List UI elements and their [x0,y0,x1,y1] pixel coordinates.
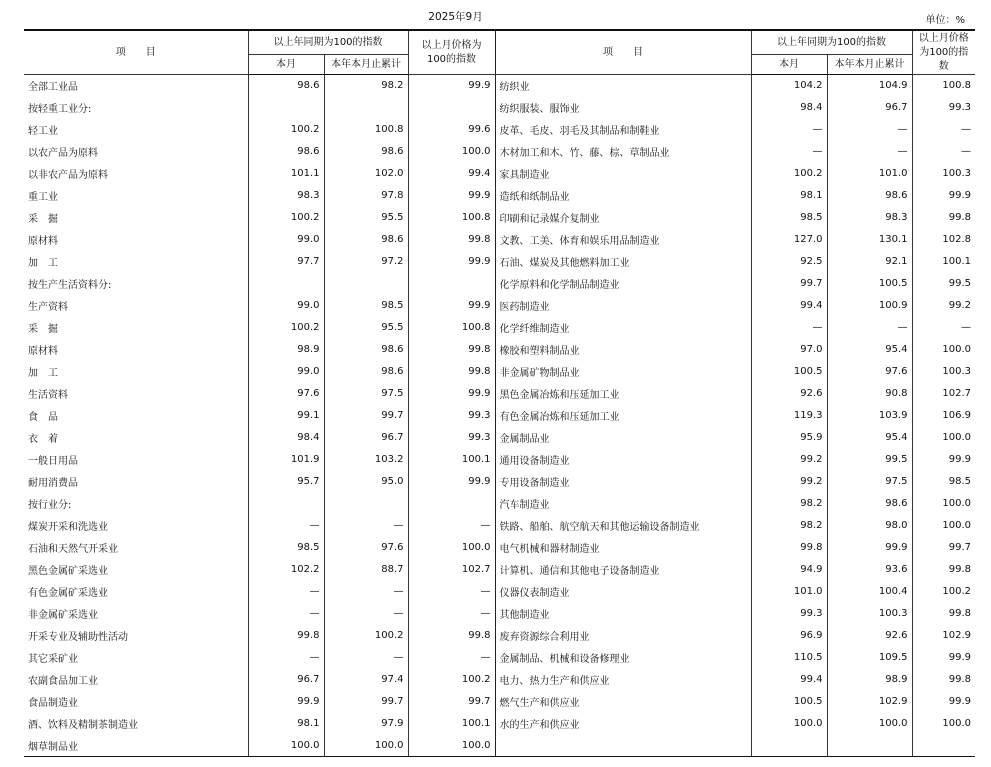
left-ytd-value: 88.7 [324,559,408,581]
table-row [24,559,975,581]
left-ytd-value: 97.8 [324,185,408,207]
right-current-month-value: 127.0 [751,229,827,251]
right-ytd-value: 130.1 [827,229,912,251]
right-prev-month-value: 99.5 [948,278,971,289]
left-prev-month-value: 99.9 [408,75,495,97]
left-current-month-value: 100.2 [248,207,324,229]
left-prev-month-value: 99.3 [408,405,495,427]
left-current-month-value: 97.7 [248,251,324,273]
left-prev-month-value: 99.9 [408,295,495,317]
right-item-label: 黑色金属冶炼和压延加工业 [495,383,751,405]
right-item-label: 其他制造业 [495,603,751,625]
right-current-month-value: 99.4 [751,295,827,317]
left-ytd-value: 98.5 [324,295,408,317]
left-current-month-value: — [248,647,324,669]
ytd-header-right: 本年本月止累计 [827,55,912,75]
left-ytd-value: 95.5 [324,207,408,229]
table-row [24,339,975,361]
table-row [24,361,975,383]
left-item-label: 非金属矿采选业 [24,603,248,625]
left-prev-month-value: 99.4 [408,163,495,185]
left-current-month-value: 99.0 [248,229,324,251]
left-current-month-value [248,273,324,295]
right-item-label: 水的生产和供应业 [495,713,751,735]
left-current-month-value: 101.9 [248,449,324,471]
right-item-label: 非金属矿物制品业 [495,361,751,383]
right-ytd-value: 93.6 [827,559,912,581]
left-ytd-value [324,97,408,119]
table-body [24,75,975,757]
right-prev-month-value: 99.2 [948,300,971,311]
left-current-month-value: 98.3 [248,185,324,207]
left-current-month-value: — [248,515,324,537]
left-ytd-value: 103.2 [324,449,408,471]
left-item-label: 其它采矿业 [24,647,248,669]
left-item-label: 以非农产品为原料 [24,163,248,185]
right-item-label: 化学原料和化学制品制造业 [495,273,751,295]
right-prev-month-value: 100.0 [942,344,971,355]
left-current-month-value: 98.6 [248,141,324,163]
right-current-month-value: 99.3 [751,603,827,625]
right-ytd-value: 92.1 [827,251,912,273]
left-item-label: 采 掘 [24,317,248,339]
left-current-month-value: 99.1 [248,405,324,427]
right-ytd-value: 101.0 [827,163,912,185]
table-row [24,449,975,471]
right-item-label [495,735,751,757]
right-ytd-value: 98.6 [827,185,912,207]
right-item-label: 电气机械和器材制造业 [495,537,751,559]
left-prev-month-value: 99.8 [408,339,495,361]
right-ytd-value: 98.3 [827,207,912,229]
right-prev-month-value: 99.8 [948,564,971,575]
right-current-month-value: — [751,141,827,163]
right-item-label: 木材加工和木、竹、藤、棕、草制品业 [495,141,751,163]
right-ytd-value: 100.9 [827,295,912,317]
right-item-label: 纺织服装、服饰业 [495,97,751,119]
left-current-month-value: 99.8 [248,625,324,647]
current-month-header-left: 本月 [248,55,324,75]
table-row [24,273,975,295]
right-current-month-value: 92.5 [751,251,827,273]
right-prev-month-value: 99.9 [948,454,971,465]
right-ytd-value: 98.9 [827,669,912,691]
right-current-month-value: 98.4 [751,97,827,119]
left-prev-month-value: 99.8 [408,625,495,647]
right-prev-month-value: 100.0 [942,520,971,531]
right-item-label: 专用设备制造业 [495,471,751,493]
right-current-month-value: 98.1 [751,185,827,207]
left-prev-month-value: 100.0 [408,141,495,163]
right-item-label: 皮革、毛皮、羽毛及其制品和制鞋业 [495,119,751,141]
right-prev-month-value: 106.9 [942,410,971,421]
left-item-label: 食品制造业 [24,691,248,713]
left-current-month-value: 97.6 [248,383,324,405]
table-row [24,581,975,603]
right-ytd-value: 95.4 [827,427,912,449]
right-current-month-value: 100.5 [751,691,827,713]
right-current-month-value: 99.2 [751,449,827,471]
right-current-month-value: 94.9 [751,559,827,581]
right-item-label: 橡胶和塑料制品业 [495,339,751,361]
left-current-month-value: 95.7 [248,471,324,493]
right-prev-month-value: 100.1 [942,256,971,267]
table-row [24,317,975,339]
left-current-month-value: 99.9 [248,691,324,713]
left-ytd-value: 97.2 [324,251,408,273]
right-ytd-value: 90.8 [827,383,912,405]
right-item-label: 铁路、船舶、航空航天和其他运输设备制造业 [495,515,751,537]
left-current-month-value: 98.6 [248,75,324,97]
right-prev-month-value: 100.0 [942,432,971,443]
left-prev-month-value: 100.8 [408,207,495,229]
right-current-month-value: 119.3 [751,405,827,427]
left-item-label: 按轻重工业分: [24,97,248,119]
right-ytd-value [827,735,912,757]
right-ytd-value: 103.9 [827,405,912,427]
left-current-month-value: 100.0 [248,735,324,757]
prev-month-header-left: 以上月价格为100的指数 [408,30,495,75]
right-ytd-value: 95.4 [827,339,912,361]
left-item-label: 轻工业 [24,119,248,141]
right-ytd-value: 98.0 [827,515,912,537]
left-current-month-value: 99.0 [248,295,324,317]
table-row [24,163,975,185]
right-ytd-value: 99.5 [827,449,912,471]
left-ytd-value: — [324,603,408,625]
left-prev-month-value: 99.8 [408,229,495,251]
left-current-month-value: — [248,581,324,603]
right-current-month-value: 100.5 [751,361,827,383]
left-ytd-value: 99.7 [324,691,408,713]
table-row [24,427,975,449]
table-row [24,141,975,163]
left-ytd-value: 97.4 [324,669,408,691]
left-item-label: 黑色金属矿采选业 [24,559,248,581]
right-current-month-value: 99.4 [751,669,827,691]
left-prev-month-value [408,97,495,119]
right-item-label: 医药制造业 [495,295,751,317]
table-row [24,185,975,207]
right-ytd-value: 96.7 [827,97,912,119]
left-ytd-value [324,493,408,515]
table-row [24,295,975,317]
table-row [24,669,975,691]
right-prev-month-value: 100.0 [942,498,971,509]
left-current-month-value: 102.2 [248,559,324,581]
right-prev-month-value: 99.8 [948,608,971,619]
left-current-month-value: 101.1 [248,163,324,185]
left-ytd-value: 96.7 [324,427,408,449]
left-prev-month-value: 99.7 [408,691,495,713]
right-ytd-value: 102.9 [827,691,912,713]
left-item-label: 煤炭开采和洗选业 [24,515,248,537]
left-item-label: 加 工 [24,251,248,273]
right-ytd-value: 100.0 [827,713,912,735]
right-current-month-value: 96.9 [751,625,827,647]
left-prev-month-value: — [408,515,495,537]
unit-label: 单位：% [925,15,965,26]
table-row [24,75,975,97]
left-prev-month-value: 99.9 [408,185,495,207]
table-row [24,713,975,735]
right-ytd-value: 97.6 [827,361,912,383]
right-ytd-value: 92.6 [827,625,912,647]
table-row [24,647,975,669]
table-row [24,515,975,537]
right-item-label: 纺织业 [495,75,751,97]
right-item-label: 通用设备制造业 [495,449,751,471]
left-ytd-value: 99.7 [324,405,408,427]
left-ytd-value: — [324,647,408,669]
table-row [24,405,975,427]
right-prev-month-value: 99.9 [948,190,971,201]
right-item-label: 石油、煤炭及其他燃料加工业 [495,251,751,273]
left-prev-month-value: 100.1 [408,713,495,735]
right-ytd-value: 100.4 [827,581,912,603]
left-ytd-value: 97.6 [324,537,408,559]
left-current-month-value: 96.7 [248,669,324,691]
table-row [24,735,975,757]
left-current-month-value: 100.2 [248,119,324,141]
right-item-label: 仪器仪表制造业 [495,581,751,603]
left-item-label: 原材料 [24,229,248,251]
right-item-label: 电力、热力生产和供应业 [495,669,751,691]
left-ytd-value: 98.6 [324,339,408,361]
right-prev-month-value: 98.5 [948,476,971,487]
right-ytd-value: 97.5 [827,471,912,493]
table-row [24,493,975,515]
ytd-header-left: 本年本月止累计 [324,55,408,75]
left-item-label: 酒、饮料及精制茶制造业 [24,713,248,735]
left-ytd-value [324,273,408,295]
price-index-table [24,29,975,757]
left-item-label: 全部工业品 [24,75,248,97]
left-ytd-value: 100.0 [324,735,408,757]
right-current-month-value: 98.2 [751,493,827,515]
left-ytd-value: — [324,515,408,537]
table-row [24,383,975,405]
right-prev-month-value: 99.9 [948,696,971,707]
right-ytd-value: — [827,141,912,163]
right-current-month-value: 99.8 [751,537,827,559]
right-current-month-value: 110.5 [751,647,827,669]
table-row [24,537,975,559]
right-prev-month-value [912,735,975,757]
right-current-month-value: 97.0 [751,339,827,361]
right-current-month-value: 99.7 [751,273,827,295]
right-item-label: 汽车制造业 [495,493,751,515]
left-item-label: 耐用消费品 [24,471,248,493]
prev-month-header-right: 以上月价格为100的指数 [912,30,975,75]
table-row [24,625,975,647]
right-current-month-value: 99.2 [751,471,827,493]
left-ytd-value: 97.5 [324,383,408,405]
right-ytd-value: 99.9 [827,537,912,559]
right-item-label: 燃气生产和供应业 [495,691,751,713]
right-current-month-value: 95.9 [751,427,827,449]
left-item-label: 按生产生活资料分: [24,273,248,295]
right-current-month-value: 98.2 [751,515,827,537]
left-current-month-value: 99.0 [248,361,324,383]
left-item-label: 石油和天然气开采业 [24,537,248,559]
right-item-label: 有色金属冶炼和压延加工业 [495,405,751,427]
left-ytd-value: 98.2 [324,75,408,97]
right-prev-month-value: 102.9 [942,630,971,641]
right-current-month-value: 101.0 [751,581,827,603]
right-item-label: 家具制造业 [495,163,751,185]
item-header-left: 项 目 [24,30,248,75]
left-item-label: 采 掘 [24,207,248,229]
table-row [24,251,975,273]
left-current-month-value: 100.2 [248,317,324,339]
left-prev-month-value [408,493,495,515]
left-current-month-value: 98.4 [248,427,324,449]
left-item-label: 生活资料 [24,383,248,405]
right-current-month-value: — [751,317,827,339]
left-prev-month-value: 100.8 [408,317,495,339]
left-ytd-value: 98.6 [324,361,408,383]
left-ytd-value: 98.6 [324,141,408,163]
right-prev-month-value: 100.8 [942,80,971,92]
right-ytd-value: 100.3 [827,603,912,625]
right-prev-month-value: 99.9 [948,652,971,663]
table-row [24,97,975,119]
left-prev-month-value: 99.6 [408,119,495,141]
right-prev-month-value: — [961,322,971,333]
right-item-label: 文教、工美、体育和娱乐用品制造业 [495,229,751,251]
report-period: 2025年9月 [428,11,483,23]
left-ytd-value: 98.6 [324,229,408,251]
left-prev-month-value [408,273,495,295]
left-item-label: 按行业分: [24,493,248,515]
right-prev-month-value: 99.7 [948,542,971,553]
left-current-month-value: 98.9 [248,339,324,361]
right-item-label: 废弃资源综合利用业 [495,625,751,647]
left-prev-month-value: 100.2 [408,669,495,691]
table-row [24,603,975,625]
right-current-month-value: 100.0 [751,713,827,735]
left-prev-month-value: 100.0 [408,735,495,757]
right-prev-month-value: 99.8 [948,212,971,223]
left-prev-month-value: 100.0 [408,537,495,559]
right-current-month-value: — [751,119,827,141]
left-item-label: 烟草制品业 [24,735,248,757]
right-ytd-value: 100.5 [827,273,912,295]
left-ytd-value: 102.0 [324,163,408,185]
table-row [24,119,975,141]
left-item-label: 开采专业及辅助性活动 [24,625,248,647]
left-prev-month-value: — [408,603,495,625]
right-item-label: 计算机、通信和其他电子设备制造业 [495,559,751,581]
right-current-month-value [751,735,827,757]
right-ytd-value: — [827,317,912,339]
left-prev-month-value: 99.8 [408,361,495,383]
left-prev-month-value: — [408,581,495,603]
left-prev-month-value: 99.3 [408,427,495,449]
left-prev-month-value: 99.9 [408,383,495,405]
left-prev-month-value: — [408,647,495,669]
right-prev-month-value: 99.8 [948,674,971,685]
same-period-header-right: 以上年同期为100的指数 [751,30,912,55]
left-ytd-value: 100.2 [324,625,408,647]
right-prev-month-value: 99.3 [948,102,971,113]
left-prev-month-value: 102.7 [408,559,495,581]
right-prev-month-value: — [961,124,971,135]
table-row [24,207,975,229]
left-ytd-value: 100.8 [324,119,408,141]
right-item-label: 化学纤维制造业 [495,317,751,339]
left-prev-month-value: 99.9 [408,251,495,273]
right-prev-month-value: 100.3 [942,168,971,179]
right-prev-month-value: 100.2 [942,586,971,597]
left-ytd-value: — [324,581,408,603]
right-item-label: 造纸和纸制品业 [495,185,751,207]
item-header-right: 项 目 [495,30,751,75]
right-current-month-value: 100.2 [751,163,827,185]
left-ytd-value: 97.9 [324,713,408,735]
right-current-month-value: 104.2 [751,75,827,97]
left-prev-month-value: 99.9 [408,471,495,493]
right-prev-month-value: 100.0 [942,718,971,729]
table-row [24,229,975,251]
right-prev-month-value: — [961,146,971,157]
right-ytd-value: — [827,119,912,141]
left-item-label: 生产资料 [24,295,248,317]
left-item-label: 农副食品加工业 [24,669,248,691]
right-item-label: 印刷和记录媒介复制业 [495,207,751,229]
same-period-header-left: 以上年同期为100的指数 [248,30,408,55]
current-month-header-right: 本月 [751,55,827,75]
left-current-month-value: 98.1 [248,713,324,735]
left-item-label: 以农产品为原料 [24,141,248,163]
left-current-month-value [248,97,324,119]
right-item-label: 金属制品、机械和设备修理业 [495,647,751,669]
table-row [24,471,975,493]
left-current-month-value: 98.5 [248,537,324,559]
right-current-month-value: 98.5 [751,207,827,229]
right-ytd-value: 104.9 [827,75,912,97]
left-prev-month-value: 100.1 [408,449,495,471]
left-item-label: 食 品 [24,405,248,427]
right-current-month-value: 92.6 [751,383,827,405]
left-item-label: 加 工 [24,361,248,383]
right-ytd-value: 109.5 [827,647,912,669]
left-ytd-value: 95.0 [324,471,408,493]
left-ytd-value: 95.5 [324,317,408,339]
right-item-label: 金属制品业 [495,427,751,449]
left-current-month-value: — [248,603,324,625]
right-prev-month-value: 102.8 [942,234,971,245]
left-current-month-value [248,493,324,515]
table-row [24,691,975,713]
left-item-label: 一般日用品 [24,449,248,471]
left-item-label: 衣 着 [24,427,248,449]
right-prev-month-value: 102.7 [942,388,971,399]
right-ytd-value: 98.6 [827,493,912,515]
left-item-label: 重工业 [24,185,248,207]
right-prev-month-value: 100.3 [942,366,971,377]
left-item-label: 有色金属矿采选业 [24,581,248,603]
left-item-label: 原材料 [24,339,248,361]
